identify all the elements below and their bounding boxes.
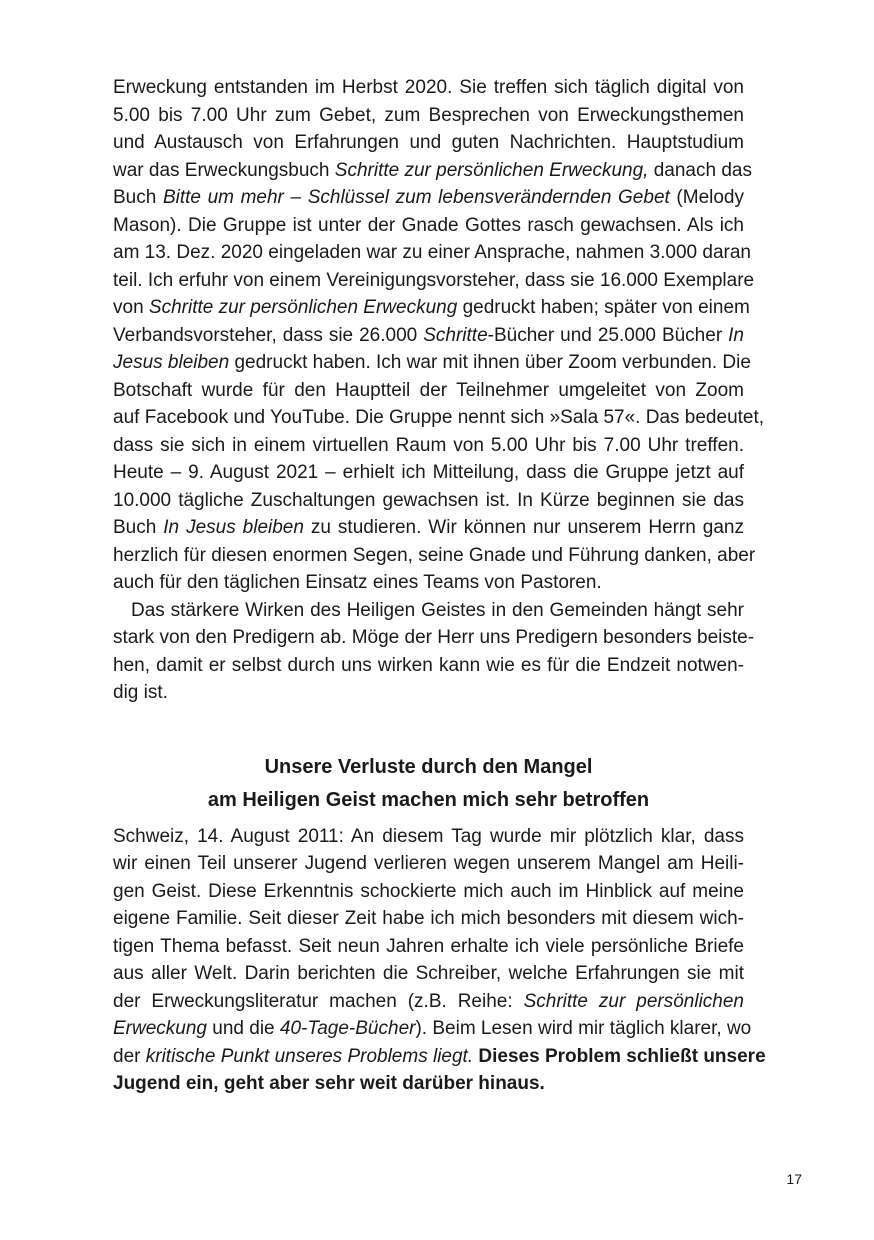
text-line: Schweiz, 14. August 2011: An diesem Tag wurde mir plötzlich klar, dass xyxy=(113,825,744,847)
text-line: Buch Bitte um mehr – Schlüssel zum lebensverändernden Gebet (Melody xyxy=(113,187,744,208)
text-line: hen, damit er selbst durch uns wirken kann wie es für die Endzeit notwen- xyxy=(113,654,744,676)
book-title: Jesus bleiben xyxy=(113,352,230,373)
text-line: der kritische Punkt unseres Problems liegt. Dieses Problem schließt unsere xyxy=(113,1045,766,1067)
text-line: Das stärkere Wirken des Heiligen Geistes in den Gemeinden hängt sehr xyxy=(131,599,744,621)
text-line: dig ist. xyxy=(113,682,168,703)
text-line: Mason). Die Gruppe ist unter der Gnade Gottes rasch gewachsen. Als ich xyxy=(113,214,744,236)
text-line: war das Erweckungsbuch Schritte zur persönlichen Erweckung, danach das xyxy=(113,159,752,181)
text-line: von Schritte zur persönlichen Erweckung gedruckt haben; später von einem xyxy=(113,297,750,318)
text-line: auch für den täglichen Einsatz eines Teams von Pastoren. xyxy=(113,572,602,593)
text-line: stark von den Predigern ab. Möge der Herr uns Predigern besonders beiste- xyxy=(113,627,755,648)
emphasis-italic: kritische Punkt unseres Problems liegt. xyxy=(145,1045,474,1067)
book-title: Erweckung xyxy=(113,1018,207,1039)
text-line: herzlich für diesen enormen Segen, seine Gnade und Führung danken, aber xyxy=(113,544,756,566)
text-line: dass sie sich in einem virtuellen Raum von 5.00 Uhr bis 7.00 Uhr treffen. xyxy=(113,434,744,456)
text-line: am 13. Dez. 2020 eingeladen war zu einer Ansprache, nahmen 3.000 daran xyxy=(113,242,751,263)
text-line: teil. Ich erfuhr von einem Vereinigungsvorsteher, dass sie 16.000 Exemplare xyxy=(113,269,755,291)
text-line: gen Geist. Diese Erkenntnis schockierte mich auch im Hinblick auf meine xyxy=(113,880,744,902)
book-title: Schritte zur persönlichen Erweckung, xyxy=(334,159,649,181)
text-line: Botschaft wurde für den Hauptteil der Teilnehmer umgeleitet von Zoom xyxy=(113,379,744,401)
text-line: tigen Thema befasst. Seit neun Jahren erhalte ich viele persönliche Briefe xyxy=(113,935,744,957)
text-line: Jesus bleiben gedruckt haben. Ich war mit ihnen über Zoom verbunden. Die xyxy=(113,352,751,373)
book-title: In xyxy=(728,324,744,346)
text-line: Heute – 9. August 2021 – erhielt ich Mitteilung, dass die Gruppe jetzt auf xyxy=(113,462,744,483)
text-line: eigene Familie. Seit dieser Zeit habe ich mich besonders mit diesem wich- xyxy=(113,908,744,929)
text-line: und Austausch von Erfahrungen und guten Nachrichten. Hauptstudium xyxy=(113,132,744,153)
text-block xyxy=(113,74,766,1098)
book-title: Schritte zur persönlichen Erweckung xyxy=(148,297,458,318)
book-title: In Jesus bleiben xyxy=(163,517,304,538)
page-number: 17 xyxy=(786,1171,802,1187)
book-title: Schritte xyxy=(423,324,488,346)
text-line: der Erweckungsliteratur machen (z.B. Reihe: Schritte zur persönlichen xyxy=(113,990,744,1012)
text-line: wir einen Teil unserer Jugend verlieren wegen unserem Mangel am Heili- xyxy=(113,853,744,874)
text-line: Erweckung entstanden im Herbst 2020. Sie treffen sich täglich digital von xyxy=(113,77,744,98)
text-line xyxy=(113,1070,744,1098)
emphasis-bold: Dieses Problem schließt unsere xyxy=(478,1045,766,1067)
section-heading: am Heiligen Geist machen mich sehr betroffen xyxy=(207,788,650,811)
book-title: Schritte zur persönlichen xyxy=(523,990,744,1012)
text-line: auf Facebook und YouTube. Die Gruppe nennt sich »Sala 57«. Das bedeutet, xyxy=(113,407,765,428)
book-title: 40-Tage-Bücher xyxy=(279,1018,416,1039)
text-line: Erweckung und die 40-Tage-Bücher). Beim Lesen wird mir täglich klarer, wo xyxy=(113,1018,752,1039)
text-line: Buch In Jesus bleiben zu studieren. Wir können nur unserem Herrn ganz xyxy=(113,517,744,538)
text-line: 10.000 tägliche Zuschaltungen gewachsen ist. In Kürze beginnen sie das xyxy=(113,489,744,511)
emphasis-bold: Jugend ein, geht aber sehr weit darüber hinaus. xyxy=(113,1073,545,1094)
book-title: Bitte um mehr – Schlüssel zum lebensverändernden Gebet xyxy=(162,187,670,208)
text-line: 5.00 bis 7.00 Uhr zum Gebet, zum Besprechen von Erweckungsthemen xyxy=(113,104,744,126)
text-line: aus aller Welt. Darin berichten die Schreiber, welche Erfahrungen sie mit xyxy=(113,963,744,984)
section-heading: Unsere Verluste durch den Mangel xyxy=(264,755,593,778)
text-line: Verbandsvorsteher, dass sie 26.000 Schritte-Bücher und 25.000 Bücher In xyxy=(113,324,744,346)
